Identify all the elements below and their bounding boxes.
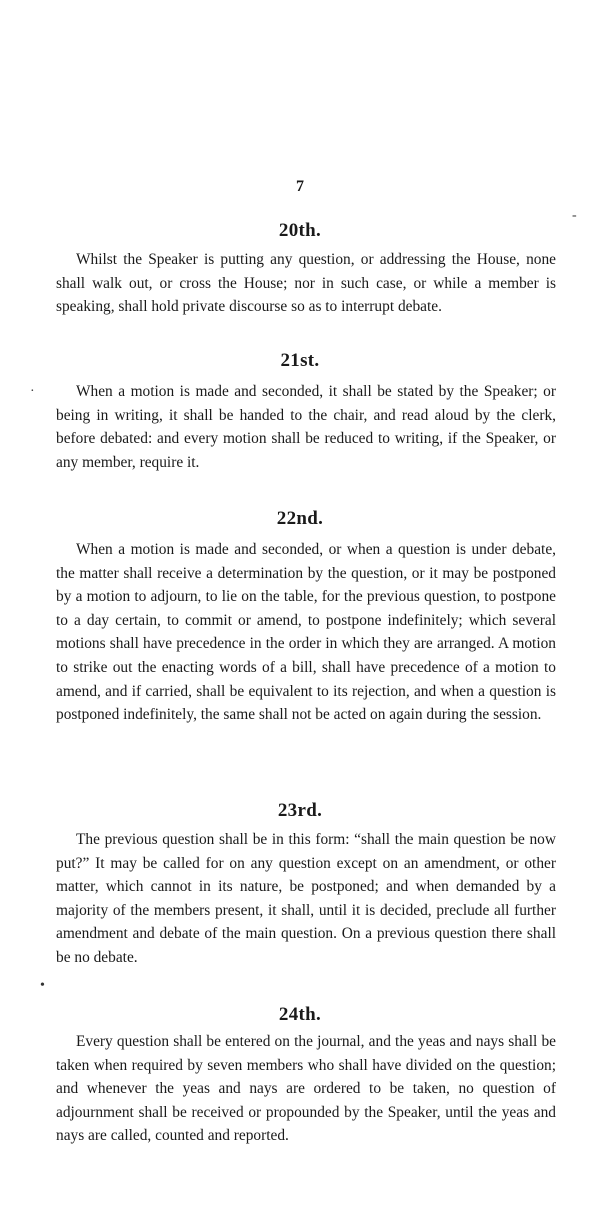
rule-text-20th: Whilst the Speaker is putting any question, or addressing the House, none shall walk out, or cross the House; nor in such case, or while a member is speaking, shall hold private discourse so as to interrupt debate. [56,251,556,316]
rule-text-22nd: When a motion is made and seconded, or when a question is under debate, the matter shall receive a determination by the question, or it may be postponed by a motion to adjourn, to lie on the table, for the previous question, to postpone to a day certain, to commit or amend, to postpone indefinitely; which several motions shall have precedence in the order in which they are arranged. A motion to strike out the enacting words of a bill, shall have precedence of a motion to amend, and if carried, shall be equivalent to its rejection, and when a question is postponed indefinitely, the same shall not be acted on again during the session. [56,541,556,724]
rule-text-24th: Every question shall be entered on the journal, and the yeas and nays shall be taken when required by seven members who shall have divided on the question; and whenever the yeas and nays are ordered to be taken, no question of adjournment shall be received or propounded by the Speaker, until the yeas and nays are called, counted and reported. [56,1033,556,1145]
margin-tick-mark: · [30,384,35,399]
rule-text-21st: When a motion is made and seconded, it shall be stated by the Speaker; or being in writing, it shall be handed to the chair, and read aloud by the clerk, before debated: and every motion shall be reduced to writing, if the Speaker, or any member, require it. [56,383,556,471]
rule-heading-23rd: 23rd. [277,800,323,821]
rule-heading-21st: 21st. [280,350,320,371]
rule-heading-20th: 20th. [278,220,322,241]
page-number: 7 [296,178,304,195]
rule-text-23rd: The previous question shall be in this form: “shall the main question be now put?” It may be called for on any question except on an amendment, or other matter, which cannot in its nature, be postponed; and when demanded by a majority of the members present, it shall, until it is decided, preclude all further amendment and debate of the main question. On a previous question there shall be no debate. [56,831,556,966]
margin-ink-mark: • [40,978,45,993]
margin-corner-mark: - [572,208,577,223]
rule-heading-22nd: 22nd. [276,508,324,529]
rule-heading-24th: 24th. [278,1004,322,1025]
